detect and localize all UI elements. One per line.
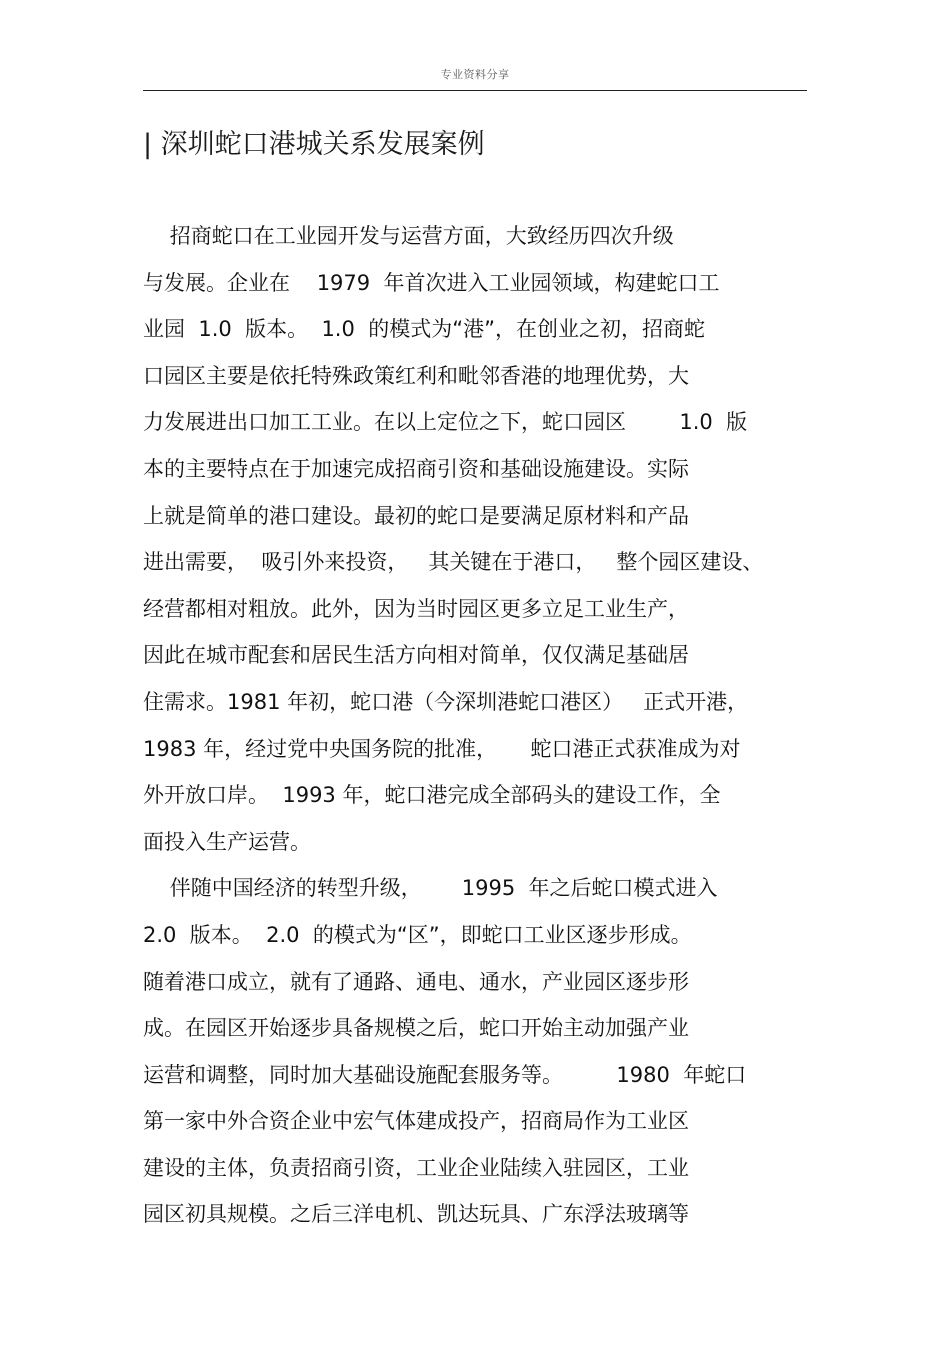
text-line: 建设的主体，负责招商引资，工业企业陆续入驻园区，工业 [143, 1155, 689, 1180]
text-line: 成。在园区开始逐步具备规模之后，蛇口开始主动加强产业 [143, 1016, 689, 1041]
text-line: 招商蛇口在工业园开发与运营方面，大致经历四次升级 [143, 224, 674, 248]
text-line: 经营都相对粗放。此外，因为当时园区更多立足工业生产， [143, 596, 689, 621]
paragraph-1 [143, 213, 823, 865]
text-line: 外开放口岸。 1993 年，蛇口港完成全部码头的建设工作，全 [143, 783, 721, 808]
section-title: | 深圳蛇口港城关系发展案例 [143, 129, 485, 160]
text-line: 业园 1.0 版本。 1.0 的模式为“港”，在创业之初，招商蛇 [143, 317, 705, 342]
text-line: 进出需要， 吸引外来投资， 其关键在于港口， 整个园区建设、 [143, 550, 764, 575]
text-line: 因此在城市配套和居民生活方向相对简单，仅仅满足基础居 [143, 643, 689, 668]
text-line: 住需求。1981 年初，蛇口港（今深圳港蛇口港区） 正式开港， [143, 689, 749, 714]
text-line: 上就是简单的港口建设。最初的蛇口是要满足原材料和产品 [143, 503, 689, 528]
text-line: 力发展进出口加工工业。在以上定位之下，蛇口园区 1.0 版 [143, 410, 748, 435]
text-line: 与发展。企业在 1979 年首次进入工业园领域，构建蛇口工 [143, 270, 720, 295]
text-line: 第一家中外合资企业中宏气体建成投产，招商局作为工业区 [143, 1109, 689, 1134]
text-line: 口园区主要是依托特殊政策红利和毗邻香港的地理优势，大 [143, 363, 689, 388]
text-line: 运营和调整，同时加大基础设施配套服务等。 1980 年蛇口 [143, 1062, 747, 1087]
header-divider [143, 90, 807, 91]
text-line: 2.0 版本。 2.0 的模式为“区”，即蛇口工业区逐步形成。 [143, 922, 692, 947]
text-line: 1983 年，经过党中央国务院的批准， 蛇口港正式获准成为对 [143, 736, 741, 761]
text-line: 伴随中国经济的转型升级， 1995 年之后蛇口模式进入 [143, 876, 718, 901]
body-text [143, 213, 823, 1238]
text-line: 面投入生产运营。 [143, 829, 311, 854]
paragraph-2 [143, 865, 823, 1238]
text-line: 本的主要特点在于加速完成招商引资和基础设施建设。实际 [143, 456, 689, 481]
text-line: 园区初具规模。之后三洋电机、凯达玩具、广东浮法玻璃等 [143, 1202, 689, 1227]
page-header: 专业资料分享 [440, 68, 510, 81]
text-line: 随着港口成立，就有了通路、通电、通水，产业园区逐步形 [143, 969, 689, 994]
